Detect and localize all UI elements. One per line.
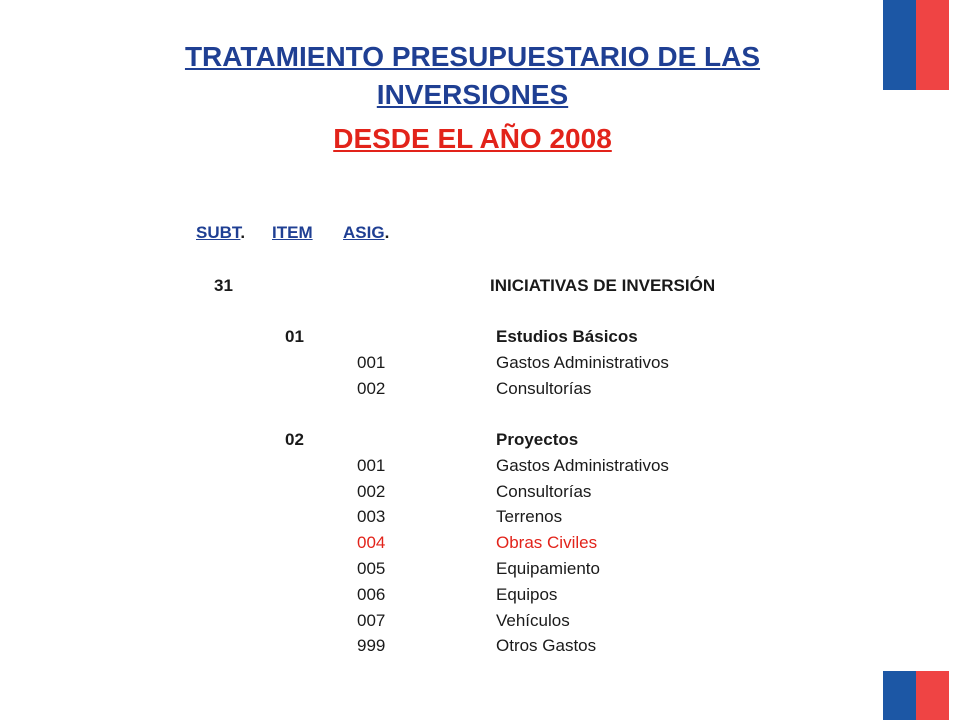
flag-blue-block bbox=[883, 0, 916, 90]
flag-red-block bbox=[916, 0, 949, 90]
subt-header-label: SUBT bbox=[196, 223, 241, 242]
asignacion-label: Obras Civiles bbox=[496, 533, 598, 552]
asignacion-code: 002 bbox=[357, 482, 386, 501]
item-header-label: ITEM bbox=[272, 223, 313, 242]
flag-red-block bbox=[916, 671, 949, 720]
asignacion-code: 001 bbox=[357, 456, 386, 475]
chile-flag-stripe-top bbox=[883, 0, 949, 90]
subtitulo-code: 31 bbox=[214, 276, 233, 295]
item-code: 01 bbox=[285, 327, 304, 346]
asignacion-label: Gastos Administrativos bbox=[496, 353, 669, 372]
column-header-subt bbox=[196, 223, 245, 243]
item-label: Estudios Básicos bbox=[496, 327, 638, 346]
asignacion-label: Otros Gastos bbox=[496, 636, 597, 655]
slide-subtitle: DESDE EL AÑO 2008 bbox=[333, 123, 612, 154]
asignacion-code: 004 bbox=[357, 533, 386, 552]
asignacion-code: 002 bbox=[357, 379, 386, 398]
item-label: Proyectos bbox=[496, 430, 579, 449]
column-header-asig bbox=[343, 223, 389, 243]
asignacion-code: 003 bbox=[357, 507, 386, 526]
asignacion-label: Gastos Administrativos bbox=[496, 456, 669, 475]
asignacion-code: 001 bbox=[357, 353, 386, 372]
flag-blue-block bbox=[883, 671, 916, 720]
asignacion-label: Consultorías bbox=[496, 482, 592, 501]
asignacion-label: Terrenos bbox=[496, 507, 563, 526]
asig-header-label: ASIG bbox=[343, 223, 385, 242]
item-code: 02 bbox=[285, 430, 304, 449]
chile-flag-stripe-bottom bbox=[883, 671, 949, 720]
asignacion-label: Consultorías bbox=[496, 379, 592, 398]
column-header-item bbox=[272, 223, 313, 243]
asignacion-code: 005 bbox=[357, 559, 386, 578]
asignacion-code: 006 bbox=[357, 585, 386, 604]
asignacion-code: 999 bbox=[357, 636, 386, 655]
asignacion-label: Equipos bbox=[496, 585, 558, 604]
subt-header-dot: . bbox=[240, 223, 246, 242]
asignacion-label: Equipamiento bbox=[496, 559, 600, 578]
asignacion-code: 007 bbox=[357, 611, 386, 630]
asig-header-dot: . bbox=[384, 223, 390, 242]
slide-title: TRATAMIENTO PRESUPUESTARIO DE LAS INVERSIONES bbox=[184, 41, 761, 110]
asignacion-label: Vehículos bbox=[496, 611, 570, 630]
subtitulo-label: INICIATIVAS DE INVERSIÓN bbox=[490, 276, 716, 295]
